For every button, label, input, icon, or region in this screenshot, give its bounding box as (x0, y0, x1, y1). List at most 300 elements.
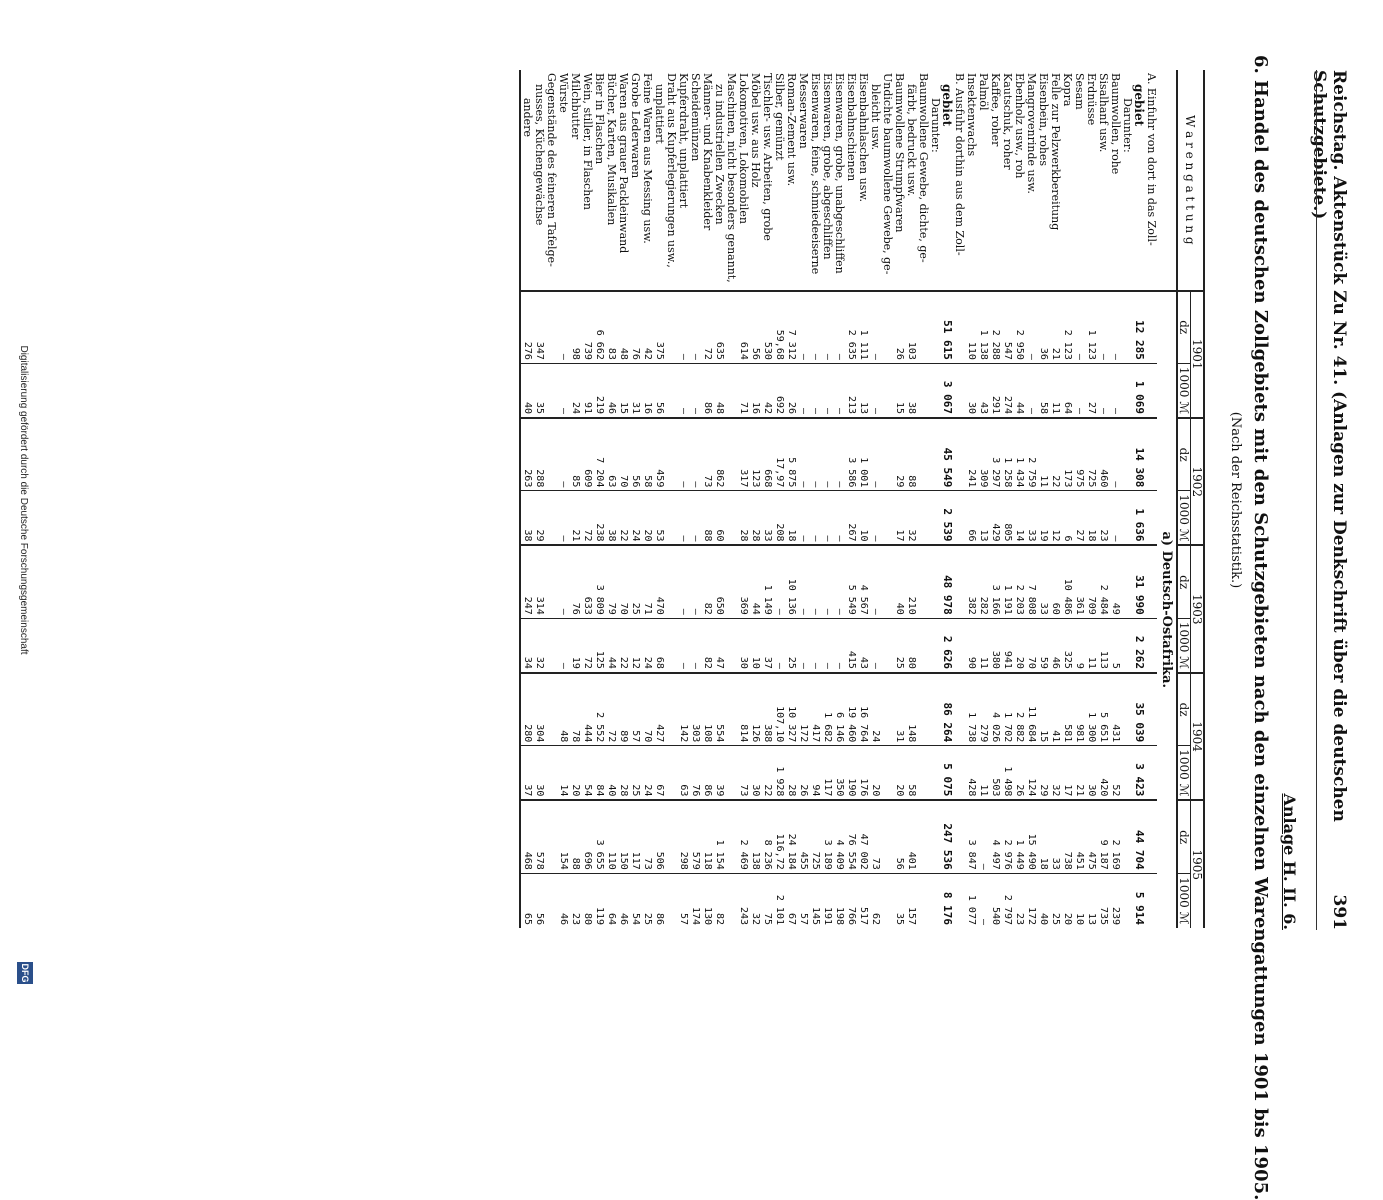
cell-quantity-dz: 49 (1109, 545, 1121, 618)
cell-value-1000m: 82 (701, 618, 713, 673)
cell-quantity-dz (1145, 673, 1157, 746)
cell-value-1000m: 1 636 (1133, 491, 1145, 546)
cell-quantity-dz: 76 (629, 291, 641, 364)
row-label: Wein, stiller, in Flaschen (581, 73, 594, 210)
cell-value-1000m: 25 (629, 746, 641, 801)
cell-value-1000m: 88 (701, 491, 713, 546)
cell-quantity-dz: 427 (653, 673, 665, 746)
cell-value-1000m: 32 (749, 873, 761, 928)
column-header-warengattung: W a r e n g a t t u n g (1177, 70, 1204, 291)
cell-value-1000m: — (1097, 363, 1109, 418)
cell-quantity-dz: 71 (641, 545, 653, 618)
cell-value-1000m: 5 914 (1133, 873, 1145, 928)
cell-value-1000m: 243 (737, 873, 749, 928)
cell-quantity-dz: 3 655 (593, 800, 605, 873)
cell-quantity-dz (917, 291, 929, 364)
table-row (953, 70, 965, 928)
year-header: 1904 (1191, 673, 1205, 800)
table-row (881, 70, 893, 928)
table-row (749, 70, 761, 928)
cell-value-1000m: 113 (1097, 618, 1109, 673)
cell-quantity-dz: 36 (1037, 291, 1049, 364)
cell-value-1000m: — (809, 363, 821, 418)
cell-value-1000m: 19 (1037, 491, 1049, 546)
cell-quantity-dz: — (869, 291, 881, 364)
cell-value-1000m: 17 (893, 491, 905, 546)
cell-value-1000m: 13 (1085, 873, 1097, 928)
cell-value-1000m (917, 363, 929, 418)
table-row (1133, 70, 1145, 928)
cell-value-1000m: 31 (629, 363, 641, 418)
cell-quantity-dz (881, 673, 893, 746)
cell-quantity-dz: 48 978 (941, 545, 953, 618)
cell-value-1000m: 20 (641, 491, 653, 546)
cell-value-1000m (1121, 618, 1133, 673)
cell-quantity-dz: 361 (1073, 545, 1085, 618)
cell-value-1000m: — (821, 491, 833, 546)
unit-header-value: 1000 ℳ (1177, 746, 1191, 801)
cell-quantity-dz: — (773, 545, 785, 618)
cell-value-1000m: 59 (1037, 618, 1049, 673)
cell-quantity-dz: — (821, 418, 833, 491)
table-row (1097, 70, 1109, 928)
cell-quantity-dz: 862 (713, 418, 725, 491)
row-label: Baumwollene Gewebe, dichte, ge- (917, 73, 930, 263)
cell-quantity-dz (1145, 545, 1157, 618)
cell-value-1000m (1145, 873, 1157, 928)
cell-value-1000m: 805 (1001, 491, 1013, 546)
cell-quantity-dz: 3 297 (989, 418, 1001, 491)
cell-value-1000m: 692 (773, 363, 785, 418)
row-label: Eisenbahnschienen (845, 73, 858, 182)
cell-value-1000m: — (677, 491, 689, 546)
cell-value-1000m: — (1025, 363, 1037, 418)
cell-value-1000m: 53 (653, 491, 665, 546)
cell-quantity-dz: 70 (641, 673, 653, 746)
cell-quantity-dz: — (797, 545, 809, 618)
cell-quantity-dz: — (821, 545, 833, 618)
cell-value-1000m: — (677, 618, 689, 673)
cell-quantity-dz: — (1073, 291, 1085, 364)
cell-value-1000m: 735 (1097, 873, 1109, 928)
cell-value-1000m: 117 (821, 746, 833, 801)
row-label: Bier in Flaschen (593, 73, 606, 165)
cell-quantity-dz: — (557, 545, 569, 618)
row-label: Erdnüsse (1085, 73, 1098, 126)
cell-quantity-dz: 579 (689, 800, 701, 873)
unit-header-value: 1000 ℳ (1177, 491, 1191, 546)
cell-value-1000m: — (797, 618, 809, 673)
cell-quantity-dz (665, 291, 677, 364)
cell-value-1000m: 58 (905, 746, 917, 801)
row-label: Darunter: (1121, 98, 1134, 153)
cell-quantity-dz: 280 (520, 673, 533, 746)
cell-quantity-dz: 470 (653, 545, 665, 618)
cell-quantity-dz: 58 (641, 418, 653, 491)
cell-value-1000m: 76 (689, 746, 701, 801)
cell-value-1000m: 86 (653, 873, 665, 928)
cell-value-1000m: 80 (581, 873, 593, 928)
cell-quantity-dz: 48 (617, 291, 629, 364)
cell-quantity-dz: 2 469 (737, 800, 749, 873)
cell-value-1000m: 27 (1073, 491, 1085, 546)
cell-value-1000m: 68 (653, 618, 665, 673)
cell-value-1000m: 25 (1049, 873, 1061, 928)
cell-value-1000m (1121, 491, 1133, 546)
cell-value-1000m (665, 618, 677, 673)
cell-value-1000m: 11 (977, 746, 989, 801)
cell-value-1000m: 22 (761, 746, 773, 801)
cell-value-1000m: 28 (785, 746, 797, 801)
table-row (665, 70, 677, 928)
cell-quantity-dz: 89 (617, 673, 629, 746)
cell-quantity-dz: 45 549 (941, 418, 953, 491)
cell-value-1000m: 766 (845, 873, 857, 928)
cell-quantity-dz: 60 (1049, 545, 1061, 618)
cell-value-1000m (917, 618, 929, 673)
cell-value-1000m: — (977, 873, 989, 928)
cell-value-1000m: 325 (1061, 618, 1073, 673)
cell-value-1000m: 57 (797, 873, 809, 928)
cell-value-1000m: — (869, 491, 881, 546)
cell-value-1000m: 22 (617, 491, 629, 546)
cell-quantity-dz: 15 (1037, 673, 1049, 746)
cell-value-1000m: 213 (845, 363, 857, 418)
cell-value-1000m: — (833, 363, 845, 418)
cell-value-1000m: 47 (713, 618, 725, 673)
cell-value-1000m (665, 746, 677, 801)
cell-value-1000m: 54 (629, 873, 641, 928)
cell-quantity-dz: 51 615 (941, 291, 953, 364)
cell-quantity-dz: 42 (641, 291, 653, 364)
cell-value-1000m: 43 (977, 363, 989, 418)
cell-value-1000m: 86 (701, 746, 713, 801)
cell-value-1000m: 67 (785, 873, 797, 928)
cell-quantity-dz: 709 (1085, 545, 1097, 618)
cell-value-1000m: 428 (965, 746, 977, 801)
cell-quantity-dz: 63 (605, 418, 617, 491)
row-label: Undichte baumwollene Gewebe, ge- (881, 73, 894, 275)
table-row (725, 70, 737, 928)
cell-value-1000m (545, 618, 557, 673)
cell-value-1000m: 420 (1097, 746, 1109, 801)
cell-quantity-dz: 279 (977, 673, 989, 746)
cell-quantity-dz (665, 545, 677, 618)
cell-value-1000m: 25 (893, 618, 905, 673)
cell-value-1000m: 80 (905, 618, 917, 673)
cell-quantity-dz (665, 800, 677, 873)
table-row (1025, 70, 1037, 928)
cell-value-1000m: — (821, 618, 833, 673)
row-label: Lokomotiven, Lokomobilen (737, 73, 750, 224)
cell-value-1000m: 33 (761, 491, 773, 546)
cell-quantity-dz: 739 (581, 291, 593, 364)
table-row (1001, 70, 1013, 928)
cell-value-1000m: — (1109, 363, 1121, 418)
cell-quantity-dz: 73 (641, 800, 653, 873)
row-label: Kopra (1061, 73, 1074, 107)
cell-quantity-dz: 455 (797, 800, 809, 873)
dfg-logo: DFG (17, 962, 33, 984)
cell-value-1000m: 25 (641, 873, 653, 928)
cell-value-1000m: 941 (1001, 618, 1013, 673)
table-row (677, 70, 689, 928)
cell-quantity-dz: 4 567 (857, 545, 869, 618)
cell-quantity-dz: 86 264 (941, 673, 953, 746)
cell-quantity-dz: 241 (965, 418, 977, 491)
cell-quantity-dz: 981 (1073, 673, 1085, 746)
cell-quantity-dz: — (677, 545, 689, 618)
cell-quantity-dz: 83 (605, 291, 617, 364)
cell-quantity-dz (545, 291, 557, 364)
cell-value-1000m: — (689, 363, 701, 418)
cell-value-1000m: 9 (1073, 618, 1085, 673)
table-row (821, 70, 833, 928)
cell-quantity-dz: 56 (893, 800, 905, 873)
cell-quantity-dz: 650 (713, 545, 725, 618)
row-label: Messerwaren (797, 73, 810, 149)
cell-quantity-dz: 79 (605, 545, 617, 618)
cell-quantity-dz: 1 138 (977, 291, 989, 364)
cell-value-1000m (725, 618, 737, 673)
cell-value-1000m (725, 491, 737, 546)
cell-quantity-dz (917, 800, 929, 873)
cell-value-1000m: 517 (857, 873, 869, 928)
cell-value-1000m: 2 626 (941, 618, 953, 673)
cell-quantity-dz: 1 123 (1085, 291, 1097, 364)
cell-quantity-dz: 11 684 (1025, 673, 1037, 746)
cell-quantity-dz: 24 184 (785, 800, 797, 873)
row-label: nusses, Küchengewächse (533, 84, 546, 226)
unit-header-value: 1000 ℳ (1177, 873, 1191, 928)
cell-quantity-dz: 172 (797, 673, 809, 746)
cell-value-1000m (929, 363, 941, 418)
cell-quantity-dz: 298 (677, 800, 689, 873)
cell-quantity-dz: 554 (713, 673, 725, 746)
cell-value-1000m: 219 (593, 363, 605, 418)
row-label: gebiet (940, 84, 954, 127)
cell-quantity-dz: 12 285 (1133, 291, 1145, 364)
row-label: Milchbutter (569, 73, 582, 140)
cell-quantity-dz: 56 (629, 418, 641, 491)
table-row (545, 70, 557, 928)
cell-value-1000m: 42 (761, 363, 773, 418)
cell-value-1000m (881, 618, 893, 673)
cell-quantity-dz: 547 (1001, 291, 1013, 364)
cell-value-1000m: 33 (1025, 491, 1037, 546)
cell-quantity-dz (881, 418, 893, 491)
trade-table (519, 70, 1205, 928)
cell-value-1000m: 86 (701, 363, 713, 418)
row-label: Roman-Zement usw. (785, 73, 798, 187)
cell-quantity-dz (1145, 291, 1157, 364)
table-row (1013, 70, 1025, 928)
unit-header-dz: dz (1177, 800, 1191, 873)
table-row (905, 70, 917, 928)
page-number: 391 (1329, 894, 1349, 930)
cell-quantity-dz: 2 950 (1013, 291, 1025, 364)
cell-value-1000m: 176 (857, 746, 869, 801)
cell-quantity-dz: — (977, 800, 989, 873)
cell-quantity-dz: — (869, 418, 881, 491)
cell-value-1000m: 1 928 (773, 746, 785, 801)
cell-quantity-dz: 10 136 (785, 545, 797, 618)
cell-value-1000m: 5 (1109, 618, 1121, 673)
unit-header-dz: dz (1177, 418, 1191, 491)
unit-header-dz: dz (1177, 545, 1191, 618)
cell-value-1000m: 15 (893, 363, 905, 418)
cell-value-1000m: 57 (677, 873, 689, 928)
cell-quantity-dz: 369 (737, 545, 749, 618)
cell-value-1000m: 35 (893, 873, 905, 928)
cell-value-1000m: — (557, 363, 569, 418)
cell-value-1000m (545, 363, 557, 418)
cell-quantity-dz: 18 (1037, 800, 1049, 873)
year-header: 1905 (1191, 800, 1205, 928)
cell-quantity-dz: 975 (1073, 418, 1085, 491)
cell-quantity-dz: 725 (1085, 418, 1097, 491)
cell-value-1000m: — (689, 618, 701, 673)
cell-value-1000m: 46 (1049, 618, 1061, 673)
unit-header-value: 1000 ℳ (1177, 363, 1191, 418)
cell-value-1000m: 13 (857, 363, 869, 418)
cell-quantity-dz: — (689, 545, 701, 618)
cell-quantity-dz (1121, 673, 1133, 746)
row-label: Eisenbahnlaschen usw. (857, 73, 870, 202)
cell-value-1000m: 29 (1037, 746, 1049, 801)
year-header: 1902 (1191, 418, 1205, 545)
table-row (917, 70, 929, 928)
cell-value-1000m: — (797, 363, 809, 418)
cell-quantity-dz: 123 (749, 418, 761, 491)
cell-quantity-dz: — (1109, 291, 1121, 364)
cell-quantity-dz: 1 111 (857, 291, 869, 364)
cell-quantity-dz: 1 738 (965, 673, 977, 746)
row-label: Felle zur Pelzwerkbereitung (1049, 73, 1062, 231)
cell-quantity-dz: 2 169 (1109, 800, 1121, 873)
cell-value-1000m (725, 363, 737, 418)
cell-quantity-dz (929, 800, 941, 873)
cell-quantity-dz: 347 (533, 291, 545, 364)
cell-value-1000m: 75 (761, 873, 773, 928)
cell-quantity-dz: 11 (1037, 418, 1049, 491)
cell-value-1000m: — (557, 491, 569, 546)
cell-quantity-dz (953, 545, 965, 618)
cell-quantity-dz: 530 (761, 291, 773, 364)
cell-quantity-dz: 138 (749, 800, 761, 873)
cell-quantity-dz (725, 545, 737, 618)
cell-quantity-dz (1121, 545, 1133, 618)
cell-quantity-dz: 142 (677, 673, 689, 746)
cell-quantity-dz: 154 (557, 800, 569, 873)
cell-quantity-dz: 21 (1049, 291, 1061, 364)
cell-quantity-dz: 614 (737, 291, 749, 364)
cell-quantity-dz: 5 549 (845, 545, 857, 618)
cell-value-1000m: 23 (1097, 491, 1109, 546)
row-label: Silber, gemünzt (773, 73, 786, 161)
cell-quantity-dz: 7 312 (785, 291, 797, 364)
cell-value-1000m: 28 (749, 491, 761, 546)
cell-value-1000m: 291 (989, 363, 1001, 418)
cell-quantity-dz: 3 189 (821, 800, 833, 873)
row-label: Möbel usw. aus Holz (749, 73, 762, 188)
cell-value-1000m (953, 746, 965, 801)
cell-value-1000m: 32 (533, 618, 545, 673)
cell-value-1000m: 191 (821, 873, 833, 928)
cell-quantity-dz: 581 (1061, 673, 1073, 746)
cell-quantity-dz: — (557, 418, 569, 491)
table-row (701, 70, 713, 928)
cell-quantity-dz: — (809, 291, 821, 364)
cell-quantity-dz: 2 288 (989, 291, 1001, 364)
cell-quantity-dz: 317 (737, 418, 749, 491)
cell-value-1000m: 3 423 (1133, 746, 1145, 801)
cell-quantity-dz (929, 291, 941, 364)
row-label: Eisenwaren, feine, schmiedeeiserne (809, 73, 822, 275)
table-row (1085, 70, 1097, 928)
cell-quantity-dz: — (677, 418, 689, 491)
row-label: andere (520, 70, 533, 291)
cell-quantity-dz: 73 (869, 800, 881, 873)
cell-quantity-dz: — (1025, 291, 1037, 364)
cell-quantity-dz: 150 (617, 800, 629, 873)
cell-value-1000m: 40 (1037, 873, 1049, 928)
cell-quantity-dz (665, 418, 677, 491)
cell-quantity-dz (1121, 800, 1133, 873)
cell-value-1000m (545, 746, 557, 801)
cell-quantity-dz: 4 497 (989, 800, 1001, 873)
cell-value-1000m: 20 (1061, 873, 1073, 928)
cell-value-1000m: 1 077 (965, 873, 977, 928)
cell-value-1000m: 70 (1025, 618, 1037, 673)
row-label: Kaffee, roher (989, 73, 1002, 147)
cell-value-1000m: 38 (905, 363, 917, 418)
cell-quantity-dz: 635 (713, 291, 725, 364)
cell-value-1000m: 56 (653, 363, 665, 418)
cell-quantity-dz (953, 291, 965, 364)
cell-value-1000m (881, 746, 893, 801)
cell-quantity-dz: 2 484 (1097, 545, 1109, 618)
table-row (557, 70, 569, 928)
cell-value-1000m: 350 (833, 746, 845, 801)
table-row (761, 70, 773, 928)
cell-value-1000m: 60 (713, 491, 725, 546)
cell-value-1000m: 16 (641, 363, 653, 418)
table-row (689, 70, 701, 928)
cell-value-1000m: 13 (977, 491, 989, 546)
cell-quantity-dz (1121, 291, 1133, 364)
row-label: Scheidemünzen (689, 73, 702, 162)
running-header (1309, 70, 1349, 930)
cell-value-1000m: 73 (737, 746, 749, 801)
cell-value-1000m: 20 (569, 746, 581, 801)
cell-value-1000m: 37 (761, 618, 773, 673)
cell-quantity-dz: 8 236 (761, 800, 773, 873)
row-label: Kupferdraht, unplattiert (677, 73, 690, 209)
cell-value-1000m: 91 (581, 363, 593, 418)
cell-value-1000m (953, 873, 965, 928)
cell-value-1000m: 20 (893, 746, 905, 801)
header-title: Reichstag. Aktenstück Zu Nr. 41. (Anlagen zur Denkschrift über die deutschen Schutzgebiete.) (1309, 70, 1349, 822)
table-subtitle: (Nach der Reichsstatistik.) (1228, 411, 1243, 589)
cell-quantity-dz: 82 (701, 545, 713, 618)
cell-value-1000m: 56 (533, 873, 545, 928)
row-label: gebiet (1132, 84, 1146, 127)
cell-quantity-dz: 26 (893, 291, 905, 364)
cell-quantity-dz: 475 (1085, 800, 1097, 873)
cell-value-1000m (917, 491, 929, 546)
cell-value-1000m: 540 (989, 873, 1001, 928)
